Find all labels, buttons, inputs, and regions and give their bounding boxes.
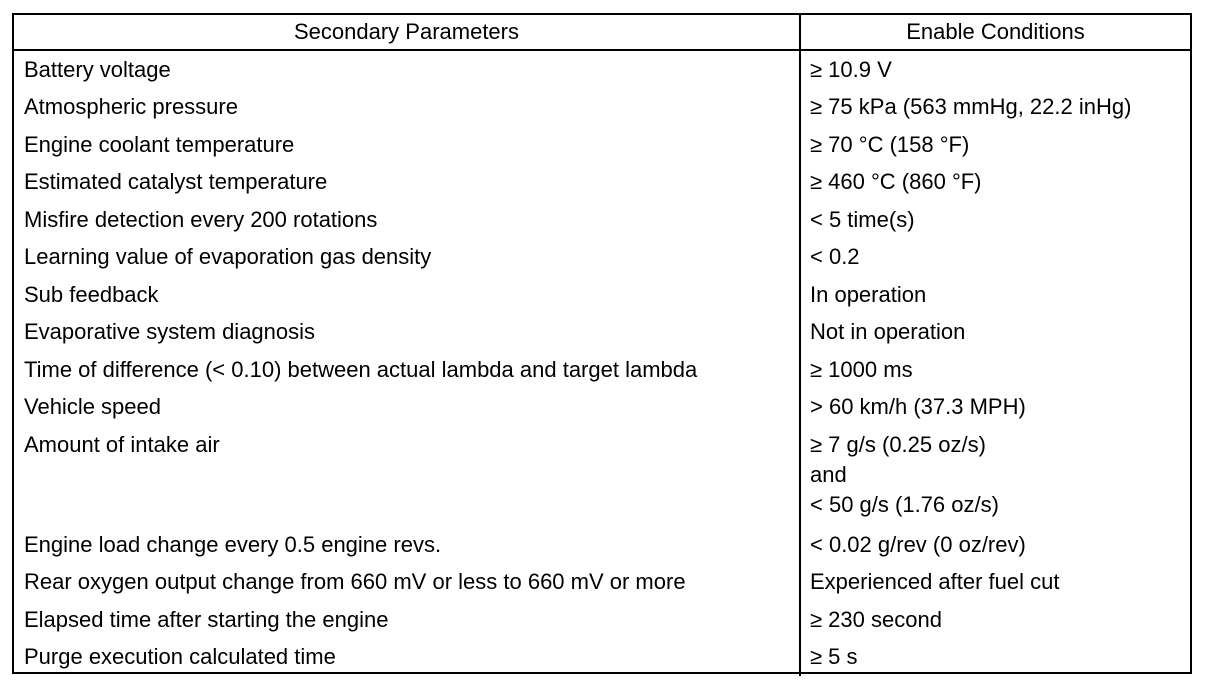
table-row bbox=[14, 201, 1190, 239]
table-row bbox=[14, 238, 1190, 276]
condition-line: < 50 g/s (1.76 oz/s) bbox=[810, 491, 999, 517]
condition-cell bbox=[800, 88, 1190, 126]
condition-cell bbox=[800, 238, 1190, 276]
condition-cell bbox=[800, 426, 1190, 526]
condition-cell bbox=[800, 313, 1190, 351]
condition-line: < 5 time(s) bbox=[810, 206, 915, 232]
condition-cell bbox=[800, 163, 1190, 201]
enable-conditions-table-frame bbox=[12, 13, 1192, 674]
parameter-cell: Engine load change every 0.5 engine revs. bbox=[14, 526, 800, 564]
condition-line: ≥ 5 s bbox=[810, 644, 858, 669]
table-row bbox=[14, 50, 1190, 88]
condition-line: < 0.02 g/rev (0 oz/rev) bbox=[810, 531, 1026, 557]
parameter-cell: Vehicle speed bbox=[14, 388, 800, 426]
table-row bbox=[14, 388, 1190, 426]
condition-line: ≥ 10.9 V bbox=[810, 57, 892, 82]
condition-line: ≥ 1000 ms bbox=[810, 356, 913, 382]
condition-line: < 0.2 bbox=[810, 244, 860, 269]
parameter-cell: Battery voltage bbox=[14, 50, 800, 88]
condition-cell bbox=[800, 563, 1190, 601]
table-row bbox=[14, 313, 1190, 351]
condition-cell bbox=[800, 126, 1190, 164]
condition-line: ≥ 70 °C (158 °F) bbox=[810, 131, 970, 157]
parameter-cell: Engine coolant temperature bbox=[14, 126, 800, 164]
table-header-row bbox=[14, 15, 1190, 50]
condition-line: and bbox=[810, 461, 847, 487]
condition-line: In operation bbox=[810, 281, 927, 307]
condition-line: > 60 km/h (37.3 MPH) bbox=[810, 394, 1026, 419]
header-enable-conditions: Enable Conditions bbox=[800, 15, 1190, 50]
parameter-cell: Learning value of evaporation gas density bbox=[14, 238, 800, 276]
parameter-cell: Estimated catalyst temperature bbox=[14, 163, 800, 201]
condition-cell bbox=[800, 351, 1190, 389]
parameter-cell: Amount of intake air bbox=[14, 426, 800, 526]
condition-line: Not in operation bbox=[810, 319, 966, 344]
header-secondary-parameters: Secondary Parameters bbox=[14, 15, 800, 50]
condition-cell bbox=[800, 276, 1190, 314]
parameter-cell: Evaporative system diagnosis bbox=[14, 313, 800, 351]
parameter-cell: Misfire detection every 200 rotations bbox=[14, 201, 800, 239]
parameter-cell: Sub feedback bbox=[14, 276, 800, 314]
condition-line: Experienced after fuel cut bbox=[810, 569, 1060, 594]
parameter-cell: Purge execution calculated time bbox=[14, 638, 800, 676]
condition-cell bbox=[800, 601, 1190, 639]
parameter-cell: Atmospheric pressure bbox=[14, 88, 800, 126]
parameter-cell: Elapsed time after starting the engine bbox=[14, 601, 800, 639]
enable-conditions-table bbox=[14, 15, 1190, 676]
condition-cell bbox=[800, 526, 1190, 564]
table-row bbox=[14, 563, 1190, 601]
condition-cell bbox=[800, 50, 1190, 88]
table-row bbox=[14, 526, 1190, 564]
table-row bbox=[14, 351, 1190, 389]
condition-line: ≥ 460 °C (860 °F) bbox=[810, 169, 982, 194]
table-row bbox=[14, 126, 1190, 164]
condition-line: ≥ 230 second bbox=[810, 606, 942, 632]
table-row bbox=[14, 88, 1190, 126]
condition-cell bbox=[800, 388, 1190, 426]
condition-cell bbox=[800, 638, 1190, 676]
condition-cell bbox=[800, 201, 1190, 239]
table-body bbox=[14, 50, 1190, 676]
parameter-cell: Rear oxygen output change from 660 mV or less to 660 mV or more bbox=[14, 563, 800, 601]
table-row bbox=[14, 276, 1190, 314]
table-row bbox=[14, 163, 1190, 201]
parameter-cell: Time of difference (< 0.10) between actual lambda and target lambda bbox=[14, 351, 800, 389]
condition-line: ≥ 75 kPa (563 mmHg, 22.2 inHg) bbox=[810, 94, 1132, 119]
table-row bbox=[14, 426, 1190, 526]
condition-line: ≥ 7 g/s (0.25 oz/s) bbox=[810, 431, 986, 457]
table-row bbox=[14, 601, 1190, 639]
table-row bbox=[14, 638, 1190, 676]
